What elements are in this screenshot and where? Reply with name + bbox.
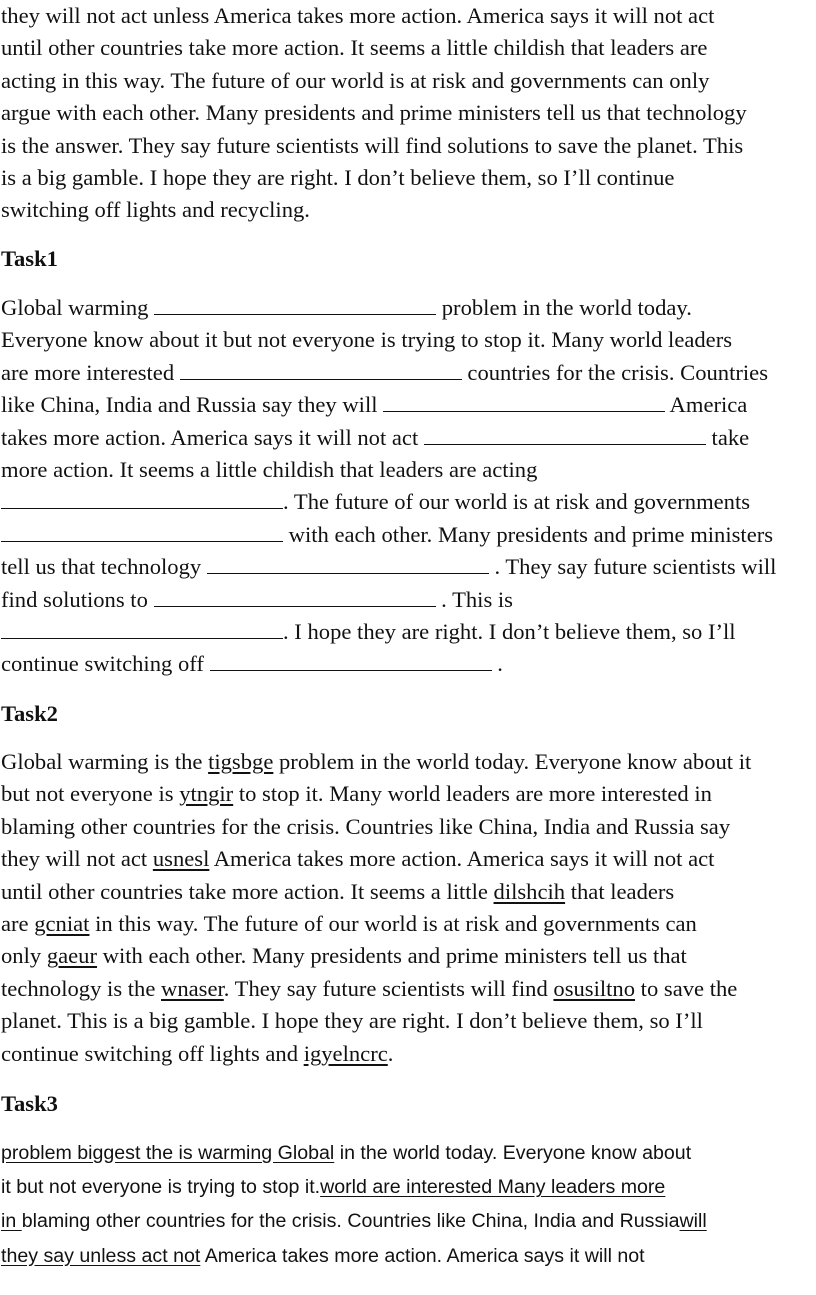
answer-blank[interactable] — [154, 292, 436, 315]
intro-line: is a big gamble. I hope they are right. I don’t believe them, so I’ll continue — [1, 165, 675, 191]
text: only — [1, 943, 47, 969]
text: . — [387, 1040, 394, 1066]
task2-line — [1, 1038, 816, 1070]
task3-line — [1, 1170, 816, 1204]
answer-blank[interactable] — [180, 357, 462, 380]
scrambled-phrase: they say unless act not — [1, 1244, 201, 1267]
answer-blank[interactable] — [1, 486, 283, 509]
task3-heading: Task3 — [1, 1091, 58, 1116]
answer-blank[interactable] — [207, 551, 489, 574]
text: . They say future scientists will find — [223, 975, 554, 1001]
scrambled-word: tigsbge — [208, 749, 274, 774]
scrambled-word: dilshcih — [493, 878, 566, 904]
task2-line — [1, 746, 816, 778]
text: to save the — [635, 975, 738, 1001]
text: until other countries take more action. It seems a little — [1, 878, 494, 904]
text: Global warming is the — [1, 749, 209, 774]
scrambled-phrase: world are interested Many leaders more — [320, 1176, 666, 1199]
task3-line — [1, 1204, 816, 1238]
task1-line — [1, 454, 816, 486]
text: tell us that technology — [1, 554, 207, 580]
task1-line — [1, 324, 816, 356]
task1-line — [1, 292, 816, 324]
text: technology is the — [1, 975, 162, 1001]
task2-line — [1, 843, 816, 875]
text: . The future of our world is at risk and governments — [283, 489, 751, 515]
intro-paragraph — [1, 0, 816, 227]
text: takes more action. America says it will not act — [1, 424, 424, 450]
task1-line — [1, 616, 816, 648]
scrambled-word: osusiltno — [553, 975, 636, 1001]
text: they will not act — [1, 846, 153, 872]
scrambled-word: gcniat — [34, 911, 90, 937]
task2-line — [1, 778, 816, 810]
task1-line — [1, 389, 816, 421]
text: Everyone know about it but not everyone is trying to stop it. Many world leaders — [1, 327, 733, 353]
task2-line — [1, 973, 816, 1005]
intro-line: acting in this way. The future of our world is at risk and governments can only — [1, 67, 710, 93]
answer-blank[interactable] — [1, 616, 283, 639]
scrambled-phrase: will — [679, 1210, 707, 1233]
scrambled-phrase: problem biggest the is warming Global — [1, 1142, 335, 1164]
task2-line — [1, 811, 816, 843]
scrambled-word: usnesl — [152, 846, 210, 872]
text: America takes more action. America says it will not — [200, 1244, 645, 1267]
text: are — [1, 911, 35, 937]
text: countries for the crisis. Countries — [461, 359, 768, 385]
intro-line: switching off lights and recycling. — [1, 197, 310, 223]
text: America takes more action. America says it will not act — [209, 846, 715, 872]
text: America — [665, 392, 748, 418]
text: that leaders — [565, 878, 675, 904]
text: blaming other countries for the crisis. Countries like China, India and Russia — [21, 1210, 680, 1233]
text: it but not everyone is trying to stop it. — [1, 1176, 321, 1199]
text: in this way. The future of our world is at risk and governments can — [89, 911, 697, 937]
task1-line — [1, 519, 816, 551]
task2-line — [1, 1005, 816, 1037]
text: in the world today. Everyone know about — [334, 1142, 692, 1164]
task1-line — [1, 422, 816, 454]
text: continue switching off lights and — [1, 1040, 304, 1066]
intro-line: until other countries take more action. It seems a little childish that leaders are — [1, 35, 708, 61]
task2-paragraph — [1, 746, 816, 1070]
task1-line — [1, 486, 816, 518]
text: continue switching off — [1, 651, 210, 677]
task2-line — [1, 940, 816, 972]
intro-line: argue with each other. Many presidents and prime ministers tell us that technology — [1, 100, 747, 126]
task3-line — [1, 1136, 816, 1170]
text: with each other. Many presidents and prime ministers tell us that — [97, 943, 687, 969]
text: . I hope they are right. I don’t believe them, so I’ll — [283, 619, 736, 645]
task3-line — [1, 1239, 816, 1273]
task3-paragraph — [1, 1136, 816, 1273]
task1-line — [1, 648, 816, 680]
scrambled-word: wnaser — [161, 975, 224, 1001]
task1-paragraph — [1, 292, 816, 681]
answer-blank[interactable] — [1, 519, 283, 542]
answer-blank[interactable] — [424, 422, 706, 445]
answer-blank[interactable] — [154, 584, 436, 607]
text: find solutions to — [1, 586, 154, 612]
answer-blank[interactable] — [210, 648, 492, 671]
text: problem in the world today. — [436, 295, 692, 320]
text: planet. This is a big gamble. I hope they are right. I don’t believe them, so I’ll — [1, 1008, 703, 1034]
text: take — [705, 424, 750, 450]
text: to stop it. Many world leaders are more interested in — [233, 781, 712, 807]
task2-heading: Task2 — [1, 701, 58, 726]
task1-line — [1, 584, 816, 616]
intro-line: they will not act unless America takes more action. America says it will not act — [1, 3, 715, 28]
task1-line — [1, 357, 816, 389]
text: . They say future scientists will — [488, 554, 777, 580]
answer-blank[interactable] — [383, 389, 665, 412]
scrambled-phrase: in — [1, 1210, 22, 1233]
task2-line — [1, 908, 816, 940]
text: more action. It seems a little childish that leaders are acting — [1, 457, 538, 483]
text: with each other. Many presidents and prime ministers — [283, 521, 774, 547]
task2-line — [1, 876, 816, 908]
text: like China, India and Russia say they will — [1, 392, 384, 418]
scrambled-word: igyelncrc — [303, 1040, 388, 1066]
text: . This is — [435, 586, 513, 612]
text: blaming other countries for the crisis. Countries like China, India and Russia say — [1, 813, 731, 839]
scrambled-word: ytngir — [179, 781, 234, 807]
task1-line — [1, 551, 816, 583]
text: Global warming — [1, 295, 155, 320]
text: . — [491, 651, 503, 677]
task1-heading: Task1 — [1, 246, 58, 271]
text: problem in the world today. Everyone know about it — [273, 749, 752, 774]
text: but not everyone is — [1, 781, 180, 807]
intro-line: is the answer. They say future scientists will find solutions to save the planet. This — [1, 132, 744, 158]
text: are more interested — [1, 359, 180, 385]
scrambled-word: gaeur — [46, 943, 98, 969]
